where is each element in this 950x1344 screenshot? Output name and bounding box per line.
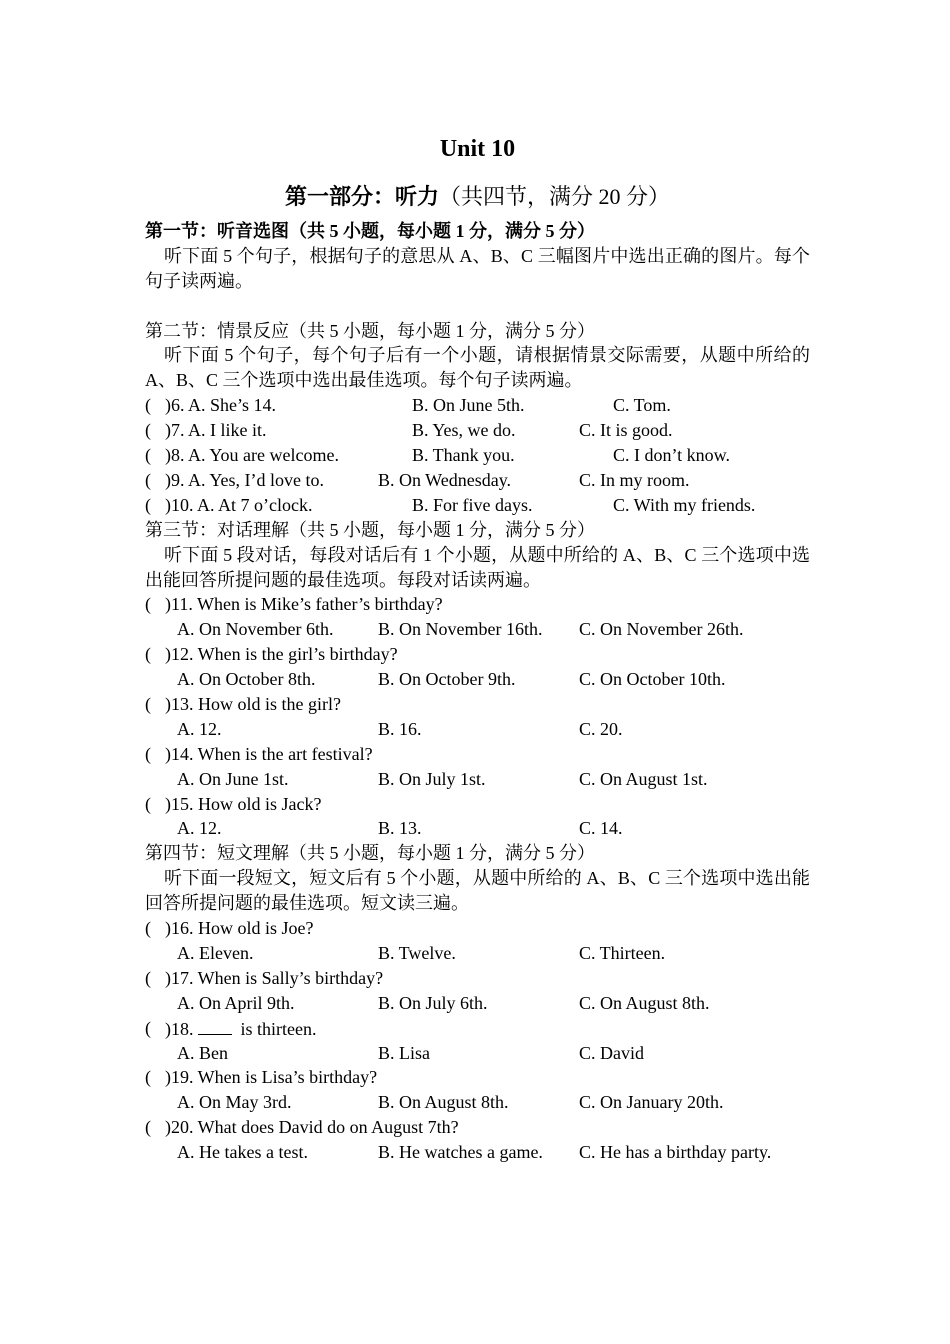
answer-paren: (: [145, 395, 151, 416]
option-c: C. On August 1st.: [579, 768, 708, 789]
question-8: [145, 443, 810, 468]
question-9: [145, 468, 810, 493]
question-option-b: B. For five days.: [412, 494, 533, 515]
answer-paren: (: [145, 967, 151, 988]
option-c: C. David: [579, 1042, 644, 1063]
question-option-c: C. Tom.: [613, 395, 671, 416]
question-18-options: [145, 1041, 810, 1066]
question-stem: [165, 1016, 316, 1042]
option-a: A. On April 9th.: [177, 992, 295, 1013]
answer-paren: (: [145, 445, 151, 466]
question-stem: )20. What does David do on August 7th?: [165, 1117, 459, 1138]
option-a: A. On October 8th.: [177, 669, 316, 690]
question-14-options: [145, 767, 810, 792]
section1-instruction: 听下面 5 个句子，根据句子的意思从 A、B、C 三幅图片中选出正确的图片。每个句子读两遍。: [145, 245, 810, 291]
question-10: [145, 493, 810, 518]
section1-heading: 第一节：听音选图（共 5 小题，每小题 1 分，满分 5 分）: [145, 221, 595, 241]
option-b: B. He watches a game.: [378, 1142, 543, 1163]
question-19: [145, 1065, 810, 1090]
question-16: [145, 916, 810, 941]
question-option-b: B. Thank you.: [412, 445, 515, 466]
option-c: C. He has a birthday party.: [579, 1142, 772, 1163]
option-a: A. 12.: [177, 718, 222, 739]
answer-paren: (: [145, 469, 151, 490]
spacer: [145, 294, 810, 319]
part-title-main: 第一部分：听力: [284, 184, 439, 209]
question-15-options: [145, 816, 810, 841]
question-13-options: [145, 717, 810, 742]
question-11-options: [145, 617, 810, 642]
question-stem: )17. When is Sally’s birthday?: [165, 967, 384, 988]
option-a: A. He takes a test.: [177, 1142, 308, 1163]
fill-in-blank: [198, 1016, 232, 1035]
answer-paren: (: [145, 793, 151, 814]
question-19-options: [145, 1090, 810, 1115]
part-title: [145, 181, 810, 213]
question-20: [145, 1115, 810, 1140]
answer-paren: (: [145, 1017, 151, 1038]
answer-paren: (: [145, 644, 151, 665]
section3-heading: 第三节：对话理解（共 5 小题，每小题 1 分，满分 5 分）: [145, 519, 595, 540]
option-a: A. On June 1st.: [177, 768, 289, 789]
option-b: B. On July 1st.: [378, 768, 486, 789]
question-12-options: [145, 667, 810, 692]
question-option-b: B. On Wednesday.: [378, 469, 512, 490]
question-18: [145, 1016, 810, 1041]
question-option-a: )7. A. I like it.: [165, 420, 267, 441]
question-15: [145, 792, 810, 817]
question-20-options: [145, 1140, 810, 1165]
answer-paren: (: [145, 918, 151, 939]
answer-paren: (: [145, 743, 151, 764]
option-c: C. On November 26th.: [579, 619, 744, 640]
question-option-c: C. I don’t know.: [613, 445, 730, 466]
option-a: A. Eleven.: [177, 942, 254, 963]
question-16-options: [145, 941, 810, 966]
answer-paren: (: [145, 1067, 151, 1088]
question-option-b: B. Yes, we do.: [412, 420, 516, 441]
option-b: B. On August 8th.: [378, 1092, 509, 1113]
question-option-c: C. In my room.: [579, 469, 690, 490]
question-14: [145, 742, 810, 767]
option-c: C. 14.: [579, 818, 623, 839]
question-option-a: )10. A. At 7 o’clock.: [165, 494, 313, 515]
question-17: [145, 966, 810, 991]
option-a: A. Ben: [177, 1042, 228, 1063]
answer-paren: (: [145, 494, 151, 515]
question-stem: )15. How old is Jack?: [165, 793, 322, 814]
answer-paren: (: [145, 694, 151, 715]
question-6: [145, 393, 810, 418]
answer-paren: (: [145, 1117, 151, 1138]
option-c: C. Thirteen.: [579, 942, 666, 963]
option-b: B. On October 9th.: [378, 669, 516, 690]
question-option-c: C. With my friends.: [613, 494, 756, 515]
question-stem: )14. When is the art festival?: [165, 743, 373, 764]
option-b: B. Lisa: [378, 1042, 430, 1063]
option-a: A. On November 6th.: [177, 619, 334, 640]
question-stem-prefix: )18.: [165, 1018, 198, 1039]
section2-heading: 第二节：情景反应（共 5 小题，每小题 1 分，满分 5 分）: [145, 320, 595, 341]
section2-instruction: 听下面 5 个句子，每个句子后有一个小题，请根据情景交际需要，从题中所给的 A、B、C 三个选项中选出最佳选项。每个句子读两遍。: [145, 345, 810, 391]
answer-paren: (: [145, 594, 151, 615]
question-option-b: B. On June 5th.: [412, 395, 525, 416]
section3-instruction: 听下面 5 段对话，每段对话后有 1 个小题，从题中所给的 A、B、C 三个选项中选出能回答所提问题的最佳选项。每段对话读两遍。: [145, 544, 810, 590]
question-stem: )16. How old is Joe?: [165, 918, 314, 939]
question-17-options: [145, 991, 810, 1016]
question-stem: )11. When is Mike’s father’s birthday?: [165, 594, 443, 615]
section4-heading: 第四节：短文理解（共 5 小题，每小题 1 分，满分 5 分）: [145, 843, 595, 864]
option-b: B. 16.: [378, 718, 422, 739]
answer-paren: (: [145, 420, 151, 441]
question-13: [145, 692, 810, 717]
option-b: B. Twelve.: [378, 942, 456, 963]
question-option-a: )6. A. She’s 14.: [165, 395, 277, 416]
option-a: A. 12.: [177, 818, 222, 839]
option-c: C. On August 8th.: [579, 992, 710, 1013]
question-stem: )13. How old is the girl?: [165, 694, 341, 715]
question-12: [145, 642, 810, 667]
question-option-c: C. It is good.: [579, 420, 673, 441]
question-stem-suffix: is thirteen.: [236, 1018, 317, 1039]
document-page: [145, 132, 810, 1165]
option-c: C. On October 10th.: [579, 669, 726, 690]
option-b: B. On July 6th.: [378, 992, 488, 1013]
option-c: C. On January 20th.: [579, 1092, 724, 1113]
question-option-a: )8. A. You are welcome.: [165, 445, 339, 466]
unit-title: Unit 10: [439, 136, 516, 162]
option-b: B. On November 16th.: [378, 619, 543, 640]
question-11: [145, 592, 810, 617]
question-stem: )19. When is Lisa’s birthday?: [165, 1067, 378, 1088]
option-a: A. On May 3rd.: [177, 1092, 292, 1113]
part-title-score: （共四节，满分 20 分）: [439, 184, 671, 209]
section4-instruction: 听下面一段短文，短文后有 5 个小题，从题中所给的 A、B、C 三个选项中选出能回答所提问题的最佳选项。短文读三遍。: [145, 868, 810, 914]
question-stem: )12. When is the girl’s birthday?: [165, 644, 398, 665]
option-b: B. 13.: [378, 818, 422, 839]
option-c: C. 20.: [579, 718, 623, 739]
question-option-a: )9. A. Yes, I’d love to.: [165, 469, 325, 490]
question-7: [145, 418, 810, 443]
